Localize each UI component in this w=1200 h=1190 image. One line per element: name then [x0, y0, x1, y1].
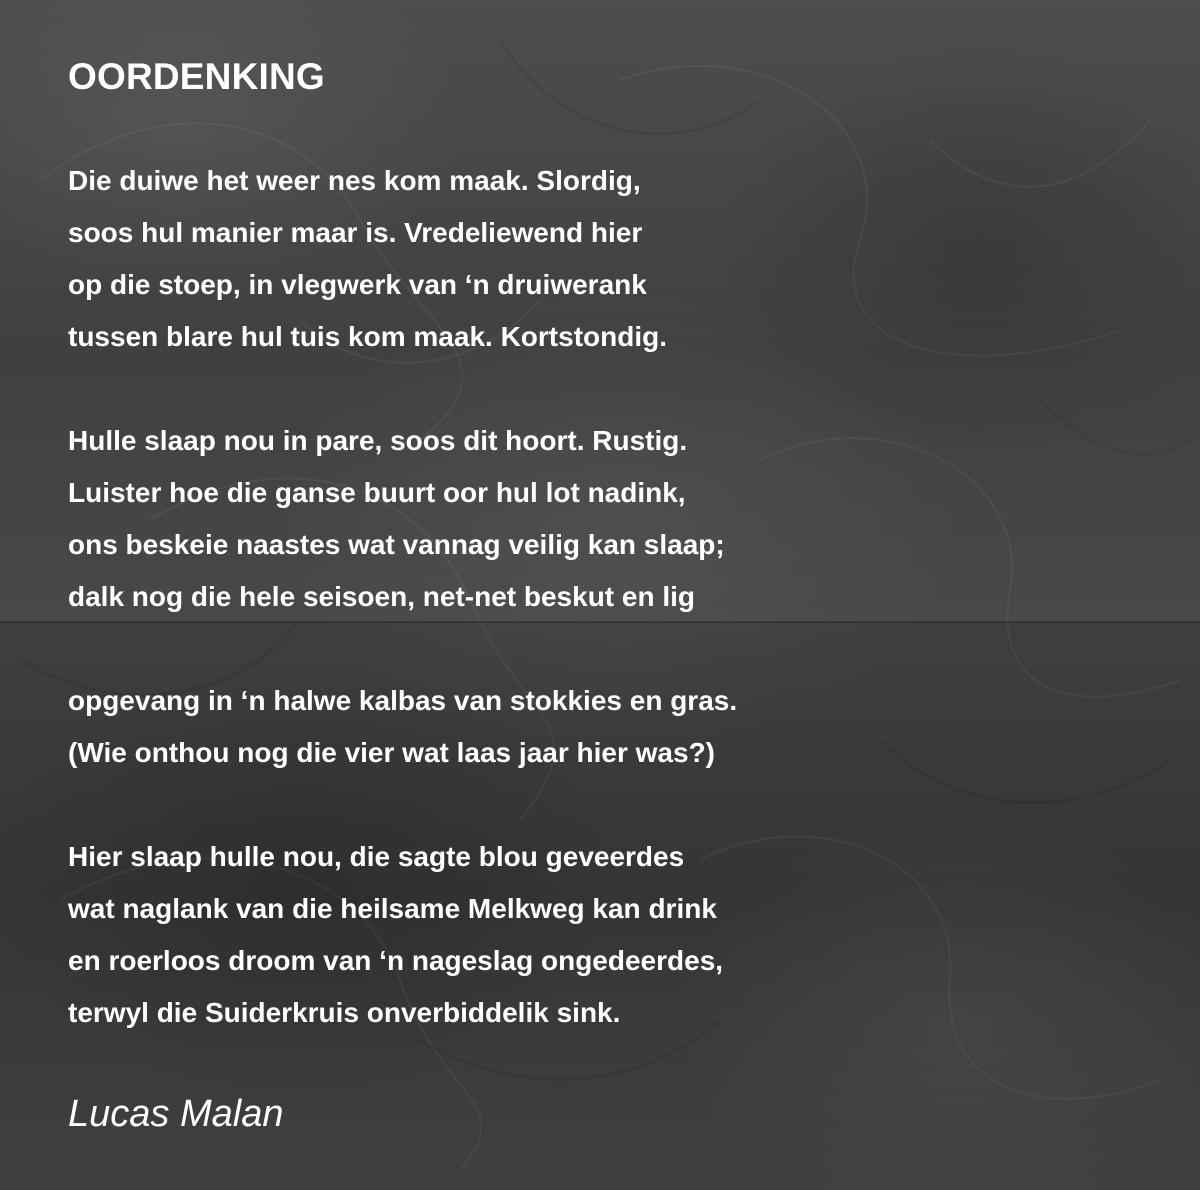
stanza-gap [68, 363, 1148, 415]
poem-line: wat naglank van die heilsame Melkweg kan drink [68, 893, 717, 924]
poem [68, 52, 1148, 1039]
poem-line: opgevang in ‘n halwe kalbas van stokkies en gras. [68, 685, 738, 716]
poem-line: soos hul manier maar is. Vredeliewend hier [68, 217, 643, 248]
poem-line: dalk nog die hele seisoen, net-net beskut en lig [68, 581, 696, 612]
poem-line: op die stoep, in vlegwerk van ‘n druiwerank [68, 269, 647, 300]
poem-line: en roerloos droom van ‘n nageslag ongedeerdes, [68, 945, 724, 976]
stanza-3 [68, 675, 1148, 779]
poem-line: (Wie onthou nog die vier wat laas jaar hier was?) [68, 737, 715, 768]
poem-line: ons beskeie naastes wat vannag veilig kan slaap; [68, 529, 725, 560]
poem-line: Luister hoe die ganse buurt oor hul lot nadink, [68, 477, 686, 508]
poem-author: Lucas Malan [68, 1093, 284, 1135]
stanza-gap [68, 623, 1148, 675]
poem-line: tussen blare hul tuis kom maak. Kortstondig. [68, 321, 667, 352]
poem-line: Die duiwe het weer nes kom maak. Slordig, [68, 165, 641, 196]
stanza-1 [68, 155, 1148, 363]
poem-line: Hulle slaap nou in pare, soos dit hoort. Rustig. [68, 425, 688, 456]
poem-line: Hier slaap hulle nou, die sagte blou geveerdes [68, 841, 685, 872]
stanza-2 [68, 415, 1148, 623]
poem-line: terwyl die Suiderkruis onverbiddelik sink. [68, 997, 621, 1028]
poem-title: OORDENKING [68, 56, 325, 97]
stanza-gap [68, 779, 1148, 831]
stanza-4 [68, 831, 1148, 1039]
